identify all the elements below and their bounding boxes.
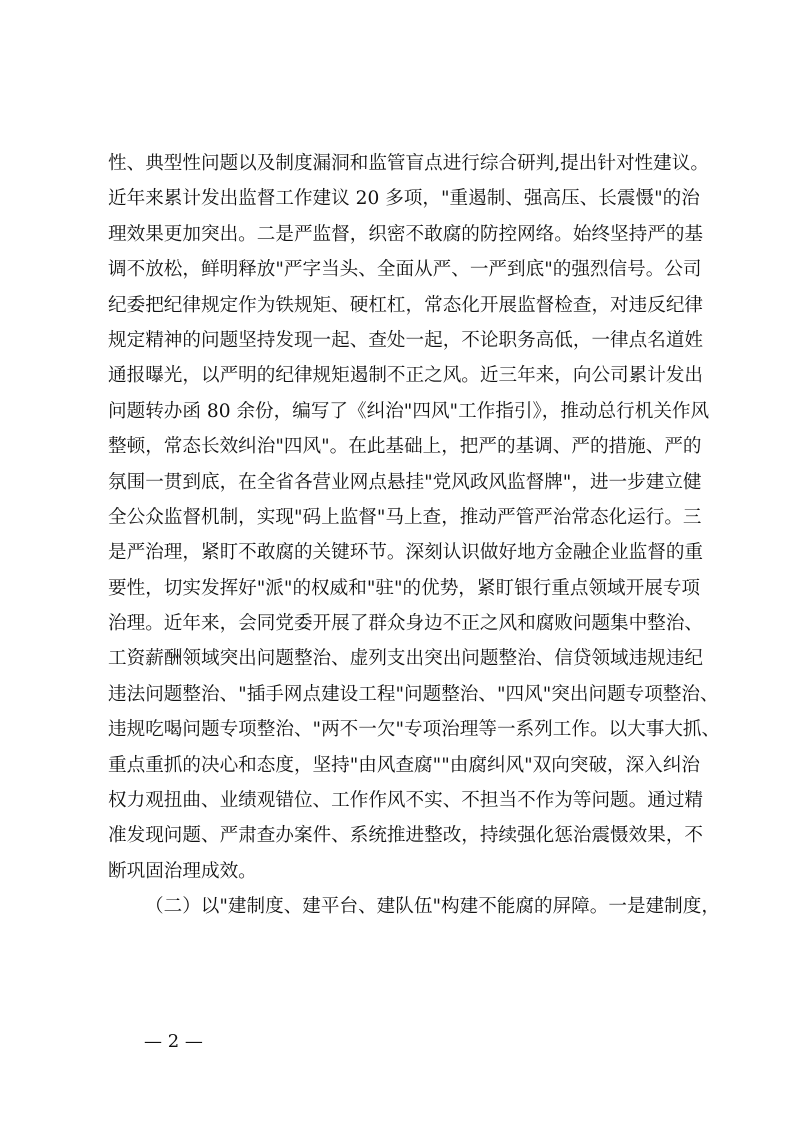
- text-line: 调不放松，鲜明释放"严字当头、全面从严、一严到底"的强烈信号。公司: [108, 259, 702, 281]
- text-line: 近年来累计发出监督工作建议 20 多项，"重遏制、强高压、长震慑"的治: [108, 188, 700, 210]
- section-heading: （二）以"建制度、建平台、建队伍"构建不能腐的屏障。: [145, 896, 609, 918]
- text-line: 问题转办函 80 余份，编写了《纠治"四风"工作指引》，推动总行机关作风: [108, 400, 710, 422]
- text-line: 断巩固治理成效。: [108, 860, 257, 882]
- section-text: 一是建制度，: [608, 896, 720, 918]
- section-heading-line: [108, 889, 720, 924]
- body-text: [108, 146, 721, 925]
- text-line: 全公众监督机制，实现"码上监督"马上查，推动严管严治常态化运行。三: [108, 506, 702, 528]
- text-line: 工资薪酬领域突出问题整治、虚列支出突出问题整治、信贷领域违规违纪: [108, 648, 704, 670]
- text-line: 权力观扭曲、业绩观错位、工作作风不实、不担当不作为等问题。通过精: [108, 790, 704, 812]
- text-line: 理效果更加突出。二是严监督，织密不敢腐的防控网络。始终坚持严的基: [108, 223, 704, 245]
- page-number: — 2 —: [144, 1031, 203, 1052]
- text-line: 纪委把纪律规定作为铁规矩、硬杠杠，常态化开展监督检查，对违反纪律: [108, 294, 704, 316]
- text-line: 违法问题整治、"插手网点建设工程"问题整治、"四风"突出问题专项整治、: [108, 683, 719, 705]
- text-line: 治理。近年来，会同党委开展了群众身边不正之风和腐败问题集中整治、: [108, 613, 704, 635]
- text-line: 准发现问题、严肃查办案件、系统推进整改，持续强化惩治震慑效果，不: [108, 825, 704, 847]
- text-line: 性、典型性问题以及制度漏洞和监管盲点进行综合研判,提出针对性建议。: [108, 153, 709, 174]
- text-line: 重点重抓的决心和态度，坚持"由风查腐""由腐纠风"双向突破，深入纠治: [108, 754, 701, 776]
- text-line: 要性，切实发挥好"派"的权威和"驻"的优势，紧盯银行重点领域开展专项: [108, 577, 701, 599]
- text-line: 通报曝光，以严明的纪律规矩遏制不正之风。近三年来，向公司累计发出: [108, 365, 704, 387]
- text-line: 氛围一贯到底，在全省各营业网点悬挂"党风政风监督牌"，进一步建立健: [108, 471, 702, 493]
- text-line: 整顿，常态长效纠治"四风"。在此基础上，把严的基调、严的措施、严的: [108, 436, 702, 458]
- text-line: 违规吃喝问题专项整治、"两不一欠"专项治理等一系列工作。以大事大抓、: [108, 719, 721, 741]
- text-line: 规定精神的问题坚持发现一起、查处一起，不论职务高低，一律点名道姓: [108, 329, 704, 351]
- text-line: 是严治理，紧盯不敢腐的关键环节。深刻认识做好地方金融企业监督的重: [108, 542, 704, 564]
